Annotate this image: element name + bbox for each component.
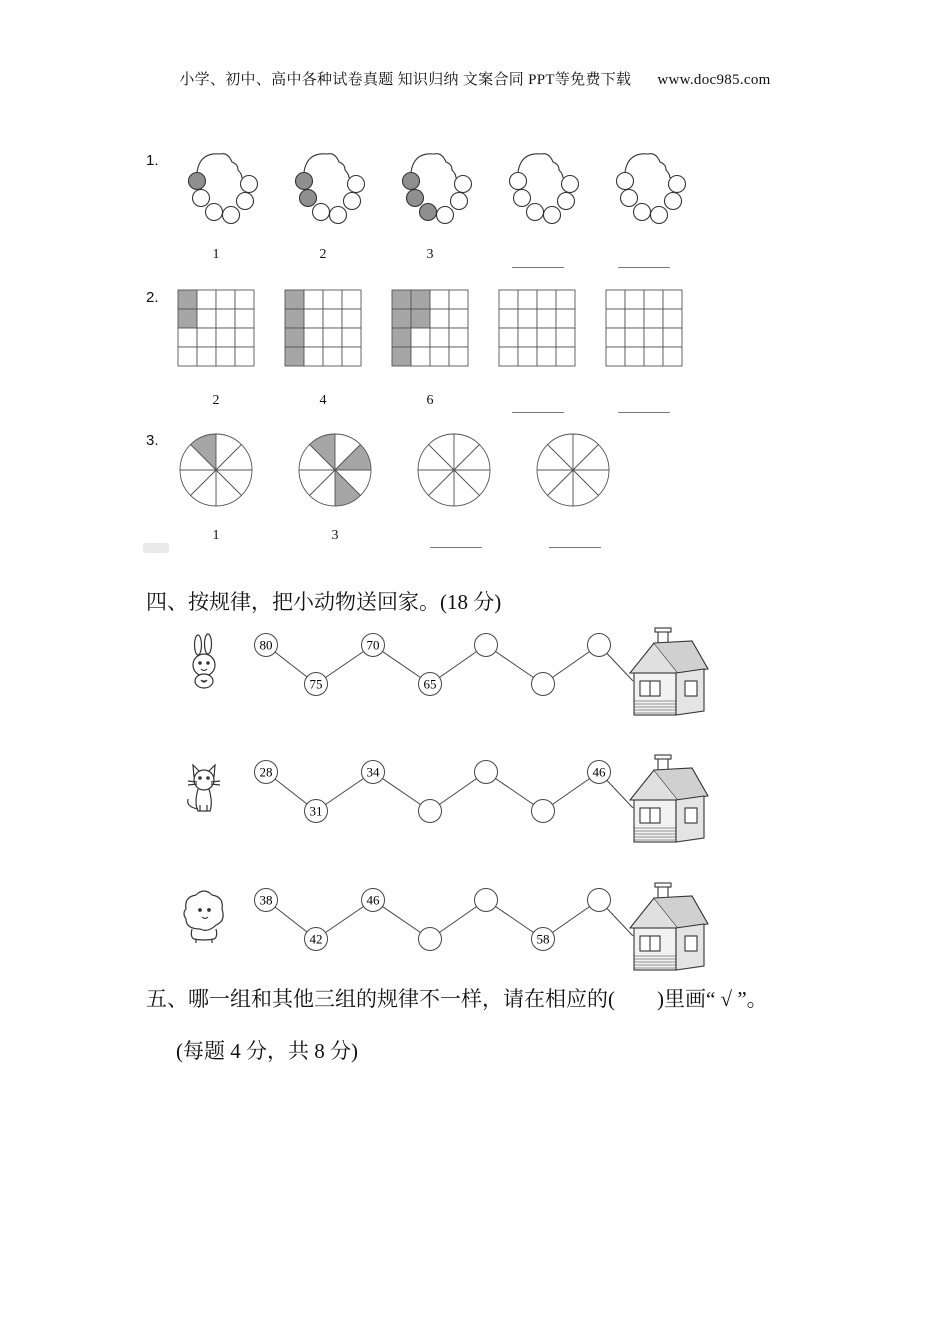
grid-cell xyxy=(606,347,625,366)
bead xyxy=(189,173,206,190)
grid-cell xyxy=(285,309,304,328)
grid-cell xyxy=(235,328,254,347)
grid-cell xyxy=(537,328,556,347)
grid-cell xyxy=(392,309,411,328)
pie-figure xyxy=(537,434,609,506)
grid-figure xyxy=(606,290,682,366)
grid-cell xyxy=(411,347,430,366)
grid-cell xyxy=(663,309,682,328)
number-value: 65 xyxy=(423,676,437,692)
grid-cell xyxy=(625,347,644,366)
blank-circle[interactable] xyxy=(475,634,498,657)
grid-cell xyxy=(178,309,197,328)
number-value: 46 xyxy=(366,892,380,908)
bead-bracelet xyxy=(189,154,258,224)
q3-label-1: 1 xyxy=(212,528,220,543)
grid-cell xyxy=(235,347,254,366)
bead xyxy=(455,176,472,193)
blank-circle[interactable] xyxy=(419,800,442,823)
q1-answer-blank-4[interactable] xyxy=(512,267,564,268)
grid-cell xyxy=(556,309,575,328)
grid-cell xyxy=(644,290,663,309)
number-value: 34 xyxy=(366,764,380,780)
grid-cell xyxy=(392,290,411,309)
bead xyxy=(348,176,365,193)
q3-number: 3. xyxy=(146,432,159,449)
grid-cell xyxy=(449,290,468,309)
grid-cell xyxy=(197,328,216,347)
bead xyxy=(558,193,575,210)
grid-figure xyxy=(392,290,468,366)
grid-cell xyxy=(499,309,518,328)
cat-icon xyxy=(188,765,220,811)
grid-cell xyxy=(304,309,323,328)
bead xyxy=(223,207,240,224)
grid-cell xyxy=(606,328,625,347)
bead xyxy=(510,173,527,190)
number-value: 28 xyxy=(259,764,273,780)
grid-cell xyxy=(606,309,625,328)
q2-label-1: 2 xyxy=(212,393,220,408)
grid-cell xyxy=(392,328,411,347)
bead xyxy=(514,190,531,207)
grid-cell xyxy=(556,347,575,366)
q3-answer-blank-3[interactable] xyxy=(430,547,482,548)
grid-cell xyxy=(556,328,575,347)
grid-cell xyxy=(499,347,518,366)
grid-cell xyxy=(411,309,430,328)
header-site: www.doc985.com xyxy=(657,72,771,88)
rabbit-icon xyxy=(193,634,215,688)
grid-cell xyxy=(499,290,518,309)
number-value: 31 xyxy=(309,803,323,819)
section5-title: 五、哪一组和其他三组的规律不一样，请在相应的( )里画“ √ ”。 xyxy=(146,987,768,1011)
grid-cell xyxy=(235,309,254,328)
q1-label-3: 3 xyxy=(426,247,434,262)
q1-answer-blank-5[interactable] xyxy=(618,267,670,268)
bead xyxy=(403,173,420,190)
number-path-sheep xyxy=(255,889,634,951)
number-value: 80 xyxy=(259,637,273,653)
number-path-rabbit xyxy=(255,634,634,696)
grid-cell xyxy=(304,347,323,366)
grid-cell xyxy=(285,290,304,309)
bead xyxy=(621,190,638,207)
bead xyxy=(562,176,579,193)
grid-cell xyxy=(663,290,682,309)
grid-cell xyxy=(430,309,449,328)
grid-cell xyxy=(342,328,361,347)
section5-subtitle: (每题 4 分，共 8 分) xyxy=(176,1039,358,1063)
house-icon xyxy=(630,755,708,842)
section4-title: 四、按规律，把小动物送回家。(18 分) xyxy=(146,590,502,614)
blank-circle[interactable] xyxy=(419,928,442,951)
grid-cell xyxy=(304,290,323,309)
bead xyxy=(527,204,544,221)
bead xyxy=(617,173,634,190)
grid-cell xyxy=(449,309,468,328)
grid-cell xyxy=(556,290,575,309)
house-icon xyxy=(630,628,708,715)
bead xyxy=(407,190,424,207)
grid-cell xyxy=(518,328,537,347)
q1-label-1: 1 xyxy=(212,247,220,262)
number-value: 42 xyxy=(309,931,323,947)
grid-cell xyxy=(216,347,235,366)
grid-cell xyxy=(178,328,197,347)
grid-cell xyxy=(644,347,663,366)
grid-cell xyxy=(304,328,323,347)
grid-cell xyxy=(644,328,663,347)
bead xyxy=(344,193,361,210)
grid-figure xyxy=(178,290,254,366)
grid-cell xyxy=(323,328,342,347)
q2-answer-blank-4[interactable] xyxy=(512,412,564,413)
grid-cell xyxy=(499,328,518,347)
grid-cell xyxy=(625,290,644,309)
grid-cell xyxy=(430,290,449,309)
grid-figure xyxy=(285,290,361,366)
bead xyxy=(669,176,686,193)
scan-smudge xyxy=(143,543,169,553)
blank-circle[interactable] xyxy=(588,634,611,657)
q2-label-3: 6 xyxy=(426,393,434,408)
page-header xyxy=(0,68,950,89)
grid-cell xyxy=(663,347,682,366)
bead xyxy=(420,204,437,221)
number-value: 58 xyxy=(536,931,550,947)
pie-figure xyxy=(418,434,490,506)
grid-cell xyxy=(644,309,663,328)
grid-cell xyxy=(518,290,537,309)
q2-grid-figures xyxy=(170,285,710,375)
grid-cell xyxy=(323,347,342,366)
grid-cell xyxy=(625,309,644,328)
bead xyxy=(300,190,317,207)
grid-cell xyxy=(537,290,556,309)
q2-answer-blank-5[interactable] xyxy=(618,412,670,413)
bead xyxy=(330,207,347,224)
grid-cell xyxy=(518,309,537,328)
bead xyxy=(437,207,454,224)
q3-pie-figures xyxy=(170,428,630,514)
bead xyxy=(193,190,210,207)
grid-cell xyxy=(342,347,361,366)
q2-number: 2. xyxy=(146,289,159,306)
grid-cell xyxy=(178,290,197,309)
bead xyxy=(237,193,254,210)
q3-label-2: 3 xyxy=(331,528,339,543)
grid-cell xyxy=(411,328,430,347)
number-path-cat xyxy=(255,761,634,823)
bead-bracelet xyxy=(617,154,686,224)
grid-cell xyxy=(537,347,556,366)
bead xyxy=(313,204,330,221)
bead xyxy=(296,173,313,190)
grid-cell xyxy=(342,290,361,309)
grid-cell xyxy=(285,328,304,347)
grid-cell xyxy=(323,290,342,309)
number-value: 38 xyxy=(259,892,273,908)
animal-paths xyxy=(170,625,730,965)
grid-cell xyxy=(285,347,304,366)
bead xyxy=(206,204,223,221)
number-value: 75 xyxy=(309,676,323,692)
bead xyxy=(451,193,468,210)
q2-label-2: 4 xyxy=(319,393,327,408)
house-icon xyxy=(630,883,708,970)
header-text: 小学、初中、高中各种试卷真题 知识归纳 文案合同 PPT等免费下载 xyxy=(179,72,632,88)
grid-cell xyxy=(537,309,556,328)
grid-cell xyxy=(197,347,216,366)
bead xyxy=(241,176,258,193)
bead-bracelet xyxy=(403,154,472,224)
grid-cell xyxy=(449,328,468,347)
grid-figure xyxy=(499,290,575,366)
grid-cell xyxy=(342,309,361,328)
grid-cell xyxy=(216,328,235,347)
q3-answer-blank-4[interactable] xyxy=(549,547,601,548)
bead xyxy=(665,193,682,210)
blank-circle[interactable] xyxy=(532,800,555,823)
bead xyxy=(544,207,561,224)
bead xyxy=(634,204,651,221)
blank-circle[interactable] xyxy=(532,673,555,696)
grid-cell xyxy=(235,290,254,309)
number-value: 46 xyxy=(592,764,606,780)
grid-cell xyxy=(323,309,342,328)
grid-cell xyxy=(411,290,430,309)
grid-cell xyxy=(392,347,411,366)
bead-bracelet xyxy=(510,154,579,224)
sheep-icon xyxy=(184,891,223,943)
blank-circle[interactable] xyxy=(475,889,498,912)
grid-cell xyxy=(625,328,644,347)
bead-bracelet xyxy=(296,154,365,224)
grid-cell xyxy=(663,328,682,347)
q1-number: 1. xyxy=(146,152,159,169)
grid-cell xyxy=(430,347,449,366)
grid-cell xyxy=(197,290,216,309)
q1-label-2: 2 xyxy=(319,247,327,262)
pie-figure xyxy=(180,434,252,506)
grid-cell xyxy=(518,347,537,366)
q1-bead-figures xyxy=(170,140,710,240)
grid-cell xyxy=(430,328,449,347)
bead xyxy=(651,207,668,224)
number-value: 70 xyxy=(366,637,380,653)
grid-cell xyxy=(449,347,468,366)
blank-circle[interactable] xyxy=(588,889,611,912)
pie-figure xyxy=(299,434,371,506)
blank-circle[interactable] xyxy=(475,761,498,784)
grid-cell xyxy=(606,290,625,309)
grid-cell xyxy=(216,309,235,328)
grid-cell xyxy=(216,290,235,309)
grid-cell xyxy=(197,309,216,328)
grid-cell xyxy=(178,347,197,366)
